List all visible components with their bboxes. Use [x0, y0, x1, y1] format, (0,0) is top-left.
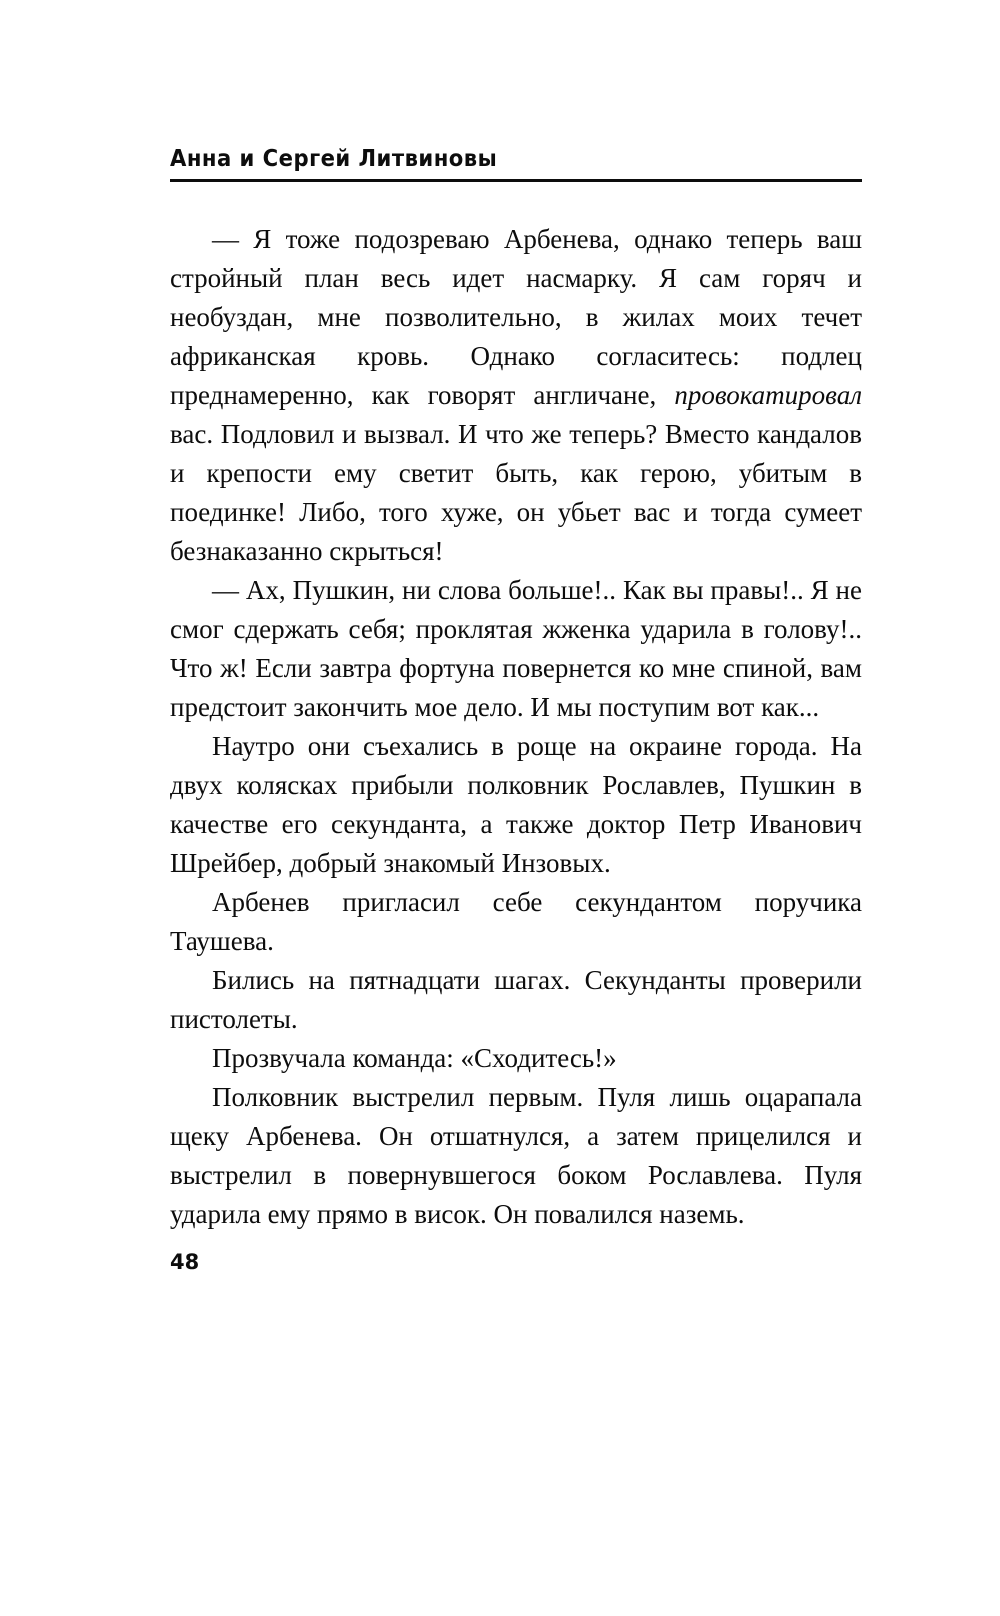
- page-number: 48: [170, 1250, 200, 1274]
- page-header: [170, 146, 862, 182]
- paragraph: [170, 571, 862, 727]
- header-rule: [170, 179, 862, 182]
- text-run: Наутро они съехались в роще на окраине города. На двух колясках прибыли полковник Рославлев, Пушкин в качестве его секунданта, а также доктор Петр Иванович Шрейбер, добрый знакомый Инзовых.: [170, 731, 862, 878]
- paragraph: [170, 883, 862, 961]
- italic-text-run: провокатировал: [674, 380, 862, 410]
- paragraph: [170, 961, 862, 1039]
- text-run: Полковник выстрелил первым. Пуля лишь оцарапала щеку Арбенева. Он отшатнулся, а затем прицелился и выстрелил в повернувшегося боком Рославлева. Пуля ударила ему прямо в висок. Он повалился наземь.: [170, 1082, 862, 1229]
- text-run: Бились на пятнадцати шагах. Секунданты проверили пистолеты.: [170, 965, 862, 1034]
- page-footer: [170, 1250, 862, 1274]
- text-run: — Ах, Пушкин, ни слова больше!.. Как вы правы!.. Я не смог сдержать себя; проклятая жженка ударила в голову!.. Что ж! Если завтра фортуна повернется ко мне спиной, вам предстоит закончить мое дело. И мы поступим вот как...: [170, 575, 862, 722]
- paragraph: [170, 1078, 862, 1234]
- page-body: [170, 220, 862, 1234]
- text-run: вас. Подловил и вызвал. И что же теперь? Вместо кандалов и крепости ему светит быть, как герою, убитым в поединке! Либо, того хуже, он убьет вас и тогда сумеет безнаказанно скрыться!: [170, 419, 862, 566]
- author-running-head: Анна и Сергей Литвиновы: [170, 146, 498, 172]
- text-run: Прозвучала команда: «Сходитесь!»: [212, 1043, 617, 1073]
- paragraph: [170, 727, 862, 883]
- text-run: Арбенев пригласил себе секундантом поручика Таушева.: [170, 887, 862, 956]
- paragraph: [170, 220, 862, 571]
- text-run: — Я тоже подозреваю Арбенева, однако теперь ваш стройный план весь идет насмарку. Я сам горяч и необуздан, мне позволительно, в жилах моих течет африканская кровь. Однако согласитесь: подлец преднамеренно, как говорят англичане,: [170, 224, 862, 410]
- paragraph: [170, 1039, 862, 1078]
